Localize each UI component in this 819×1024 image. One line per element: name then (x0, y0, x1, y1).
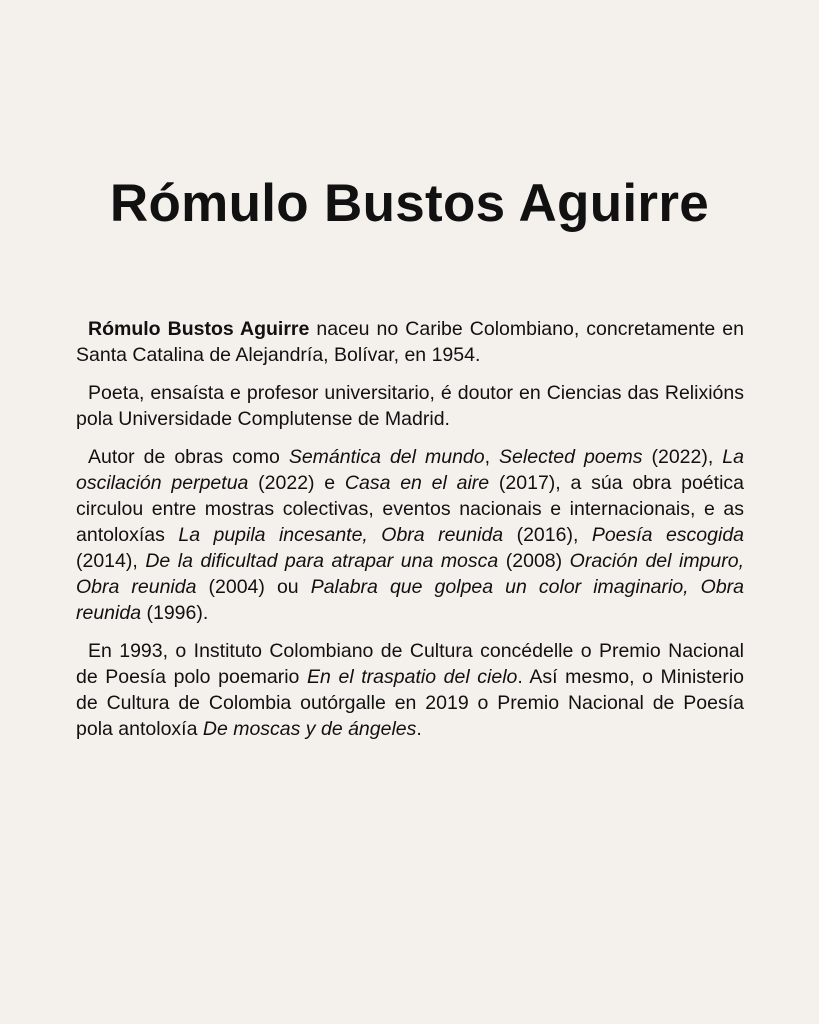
text-run: (2022), (642, 446, 723, 468)
bold-text: Rómulo Bustos Aguirre (88, 318, 310, 340)
text-run: Autor de obras como (88, 446, 289, 468)
italic-title: Casa en el aire (344, 472, 490, 494)
italic-title: Oración del impuro, Obra reunida (76, 550, 745, 598)
italic-title: De la dificultad para atrapar una mosca (145, 550, 499, 572)
biography-text (76, 316, 744, 754)
text-run: , (484, 446, 500, 468)
italic-title: Semántica del mundo (288, 446, 485, 468)
italic-title: En el traspatio del cielo (307, 666, 518, 688)
text-run: (2022) e (248, 472, 345, 494)
biography-paragraph (76, 316, 744, 368)
text-run: (1996). (141, 602, 209, 624)
text-run: . (416, 718, 422, 740)
italic-title: La pupila incesante, Obra reunida (178, 524, 504, 546)
text-run: . Así mesmo, o Ministerio de Cultura de Colombia outórgalle en 2019 o Premio Nacional de Poesía pola antoloxía (76, 666, 744, 740)
biography-paragraph (76, 444, 744, 626)
italic-title: La oscilación perpetua (76, 446, 744, 494)
biography-paragraph (76, 638, 744, 742)
text-run: (2014), (76, 550, 146, 572)
page-title: Rómulo Bustos Aguirre (109, 174, 710, 233)
biography-paragraph (76, 380, 744, 432)
text-run: (2004) ou (196, 576, 311, 598)
italic-title: De moscas y de ángeles (202, 718, 417, 740)
text-run: Poeta, ensaísta e profesor universitario, é doutor en Ciencias das Relixións pola Universidade Complutense de Madrid. (76, 382, 744, 430)
italic-title: Selected poems (499, 446, 643, 468)
text-run: (2017), a súa obra poética circulou entre mostras colectivas, eventos nacionais e internacionais, e as antoloxías (76, 472, 744, 546)
text-run: (2016), (503, 524, 592, 546)
text-run: En 1993, o Instituto Colombiano de Cultura concédelle o Premio Nacional de Poesía polo poemario (76, 640, 744, 688)
text-run: naceu no Caribe Colombiano, concretamente en Santa Catalina de Alejandría, Bolívar, en 1954. (76, 318, 744, 366)
italic-title: Poesía escogida (591, 524, 745, 546)
italic-title: Palabra que golpea un color imaginario, Obra reunida (76, 576, 744, 624)
text-run: (2008) (498, 550, 570, 572)
